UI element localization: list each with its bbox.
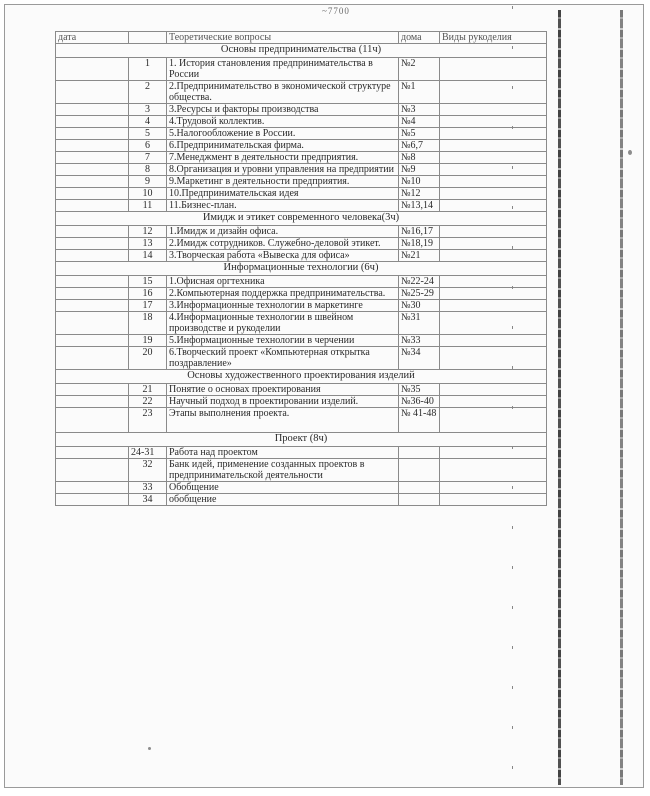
lesson-number: 9 [129,176,167,188]
table-row [56,482,547,494]
table-row [56,459,547,482]
lesson-number: 21 [129,384,167,396]
section-heading-row [56,370,547,384]
table-row [56,238,547,250]
handicraft-cell [440,200,547,212]
table-row [56,200,547,212]
lesson-topic: Этапы выполнения проекта. [167,408,399,433]
lesson-topic: Научный подход в проектировании изделий. [167,396,399,408]
section-heading-row [56,212,547,226]
table-row [56,494,547,506]
homework-ref: №30 [399,300,440,312]
homework-ref: №35 [399,384,440,396]
handicraft-cell [440,104,547,116]
date-cell [56,140,129,152]
lesson-number: 13 [129,238,167,250]
table-row [56,335,547,347]
date-cell [56,312,129,335]
table-row [56,312,547,335]
table-row [56,408,547,433]
lesson-number: 12 [129,226,167,238]
lesson-topic: 7.Менеджмент в деятельности предприятия. [167,152,399,164]
date-cell [56,104,129,116]
table-row [56,226,547,238]
lesson-topic: 9.Маркетинг в деятельности предприятия. [167,176,399,188]
homework-ref: №25-29 [399,288,440,300]
section-heading-row [56,262,547,276]
handicraft-cell [440,459,547,482]
date-cell [56,396,129,408]
lesson-topic: 6.Творческий проект «Компьютерная открытка поздравление» [167,347,399,370]
homework-ref: №10 [399,176,440,188]
lesson-number: 18 [129,312,167,335]
section-heading-row [56,433,547,447]
homework-ref: №2 [399,58,440,81]
handicraft-cell [440,116,547,128]
date-cell [56,459,129,482]
homework-ref: №36-40 [399,396,440,408]
homework-ref [399,459,440,482]
homework-ref: № 41-48 [399,408,440,433]
handicraft-cell [440,482,547,494]
homework-ref: №13,14 [399,200,440,212]
lesson-topic: Обобщение [167,482,399,494]
lesson-topic: Понятие о основах проектирования [167,384,399,396]
table-row [56,276,547,288]
lesson-topic: 1.Офисная оргтехника [167,276,399,288]
section-title: Основы художественного проектирования изделий [56,370,547,384]
lesson-number: 23 [129,408,167,433]
lesson-topic: 8.Организация и уровни управления на предприятии [167,164,399,176]
lesson-number: 24-31 [129,447,167,459]
date-cell [56,250,129,262]
homework-ref: №34 [399,347,440,370]
lesson-number: 5 [129,128,167,140]
lesson-number: 6 [129,140,167,152]
homework-ref [399,447,440,459]
date-cell [56,288,129,300]
lesson-number: 1 [129,58,167,81]
table-row [56,300,547,312]
lesson-number: 3 [129,104,167,116]
scan-artifact-smudge [628,150,632,155]
lesson-number: 19 [129,335,167,347]
homework-ref: №1 [399,81,440,104]
header-homework: дома [399,32,440,44]
lesson-topic: Банк идей, применение созданных проектов в предпринимательской деятельности [167,459,399,482]
handicraft-cell [440,250,547,262]
homework-ref: №18,19 [399,238,440,250]
lesson-topic: 2.Компьютерная поддержка предпринимательства. [167,288,399,300]
section-title: Информационные технологии (6ч) [56,262,547,276]
table-row [56,152,547,164]
lesson-number: 32 [129,459,167,482]
date-cell [56,494,129,506]
section-title: Основы предпринимательства (11ч) [56,44,547,58]
homework-ref: №21 [399,250,440,262]
lesson-number: 10 [129,188,167,200]
table-row [56,250,547,262]
lesson-topic: 3.Ресурсы и факторы производства [167,104,399,116]
lesson-number: 7 [129,152,167,164]
lesson-number: 15 [129,276,167,288]
table-row [56,164,547,176]
handicraft-cell [440,188,547,200]
handicraft-cell [440,226,547,238]
date-cell [56,276,129,288]
date-cell [56,384,129,396]
scan-artifact-edge-2 [620,10,623,785]
homework-ref: №31 [399,312,440,335]
scan-artifact-edge-1 [558,10,561,785]
handicraft-cell [440,447,547,459]
date-cell [56,200,129,212]
handicraft-cell [440,347,547,370]
scan-artifact-smudge [148,747,151,750]
handicraft-cell [440,494,547,506]
lesson-number: 33 [129,482,167,494]
handicraft-cell [440,81,547,104]
date-cell [56,447,129,459]
lesson-topic: 10.Предпринимательская идея [167,188,399,200]
table-row [56,188,547,200]
date-cell [56,482,129,494]
lesson-topic: обобщение [167,494,399,506]
lesson-number: 4 [129,116,167,128]
table-row [56,176,547,188]
lesson-topic: Работа над проектом [167,447,399,459]
date-cell [56,116,129,128]
lesson-topic: 4.Информационные технологии в швейном производстве и рукоделии [167,312,399,335]
date-cell [56,58,129,81]
handicraft-cell [440,238,547,250]
handicraft-cell [440,335,547,347]
table-row [56,128,547,140]
date-cell [56,176,129,188]
lesson-number: 8 [129,164,167,176]
handicraft-cell [440,276,547,288]
handicraft-cell [440,384,547,396]
handicraft-cell [440,300,547,312]
section-heading-row [56,44,547,58]
homework-ref: №12 [399,188,440,200]
homework-ref: №6,7 [399,140,440,152]
table-row [56,116,547,128]
homework-ref: №9 [399,164,440,176]
table-row [56,347,547,370]
date-cell [56,81,129,104]
lesson-number: 2 [129,81,167,104]
lesson-topic: 2.Имидж сотрудников. Служебно-деловой этикет. [167,238,399,250]
handicraft-cell [440,408,547,433]
table-body [56,44,547,506]
date-cell [56,152,129,164]
homework-ref: №16,17 [399,226,440,238]
handicraft-cell [440,176,547,188]
homework-ref [399,482,440,494]
date-cell [56,335,129,347]
date-cell [56,128,129,140]
homework-ref: №8 [399,152,440,164]
homework-ref: №4 [399,116,440,128]
handicraft-cell [440,312,547,335]
header-number [129,32,167,44]
table-row [56,447,547,459]
lesson-topic: 4.Трудовой коллектив. [167,116,399,128]
lesson-topic: 3.Информационные технологии в маркетинге [167,300,399,312]
lesson-number: 17 [129,300,167,312]
homework-ref: №33 [399,335,440,347]
date-cell [56,164,129,176]
lesson-plan-table [55,31,547,506]
date-cell [56,300,129,312]
table-header-row [56,32,547,44]
lesson-topic: 3.Творческая работа «Вывеска для офиса» [167,250,399,262]
lesson-number: 14 [129,250,167,262]
header-theory-questions: Теоретические вопросы [167,32,399,44]
lesson-topic: 6.Предпринимательская фирма. [167,140,399,152]
page-top-mark: ~7700 [322,6,350,16]
table-row [56,104,547,116]
homework-ref [399,494,440,506]
table-row [56,384,547,396]
lesson-topic: 1.Имидж и дизайн офиса. [167,226,399,238]
lesson-number: 34 [129,494,167,506]
lesson-topic: 11.Бизнес-план. [167,200,399,212]
handicraft-cell [440,58,547,81]
table-row [56,396,547,408]
table-row [56,140,547,152]
date-cell [56,408,129,433]
handicraft-cell [440,164,547,176]
lesson-number: 22 [129,396,167,408]
date-cell [56,238,129,250]
handicraft-cell [440,128,547,140]
lesson-number: 16 [129,288,167,300]
lesson-topic: 1. История становления предпринимательства в России [167,58,399,81]
lesson-number: 11 [129,200,167,212]
table-row [56,288,547,300]
handicraft-cell [440,396,547,408]
handicraft-cell [440,140,547,152]
table-row [56,58,547,81]
date-cell [56,226,129,238]
handicraft-cell [440,152,547,164]
lesson-topic: 5.Налогообложение в России. [167,128,399,140]
lesson-topic: 5.Информационные технологии в черчении [167,335,399,347]
homework-ref: №3 [399,104,440,116]
lesson-number: 20 [129,347,167,370]
header-date: дата [56,32,129,44]
date-cell [56,347,129,370]
header-handicraft-types: Виды рукоделия [440,32,547,44]
homework-ref: №22-24 [399,276,440,288]
handicraft-cell [440,288,547,300]
table-row [56,81,547,104]
section-title: Имидж и этикет современного человека(3ч) [56,212,547,226]
date-cell [56,188,129,200]
homework-ref: №5 [399,128,440,140]
lesson-topic: 2.Предпринимательство в экономической структуре общества. [167,81,399,104]
section-title: Проект (8ч) [56,433,547,447]
